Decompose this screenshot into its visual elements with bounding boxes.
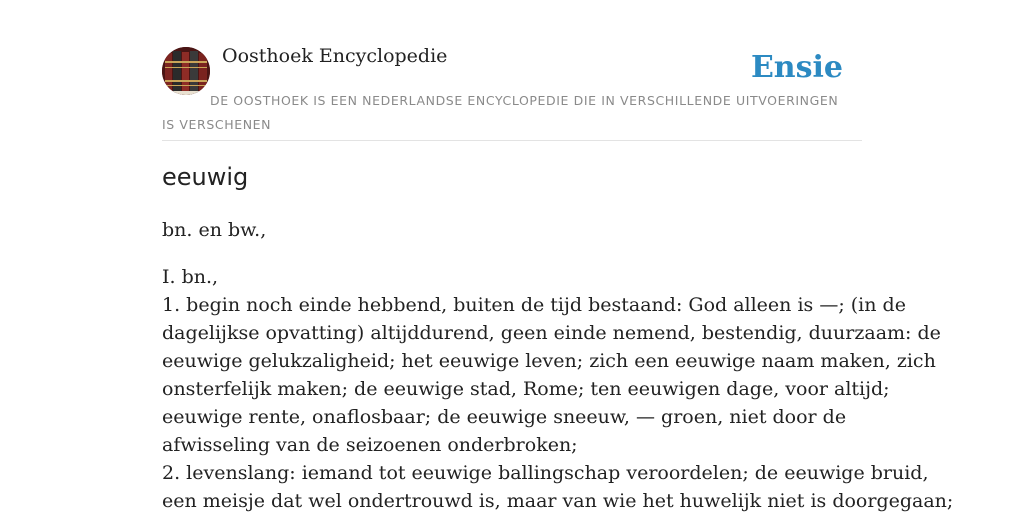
entry-title: eeuwig: [162, 163, 249, 191]
site-name[interactable]: Oosthoek Encyclopedie: [222, 45, 448, 67]
definition-line: 2. levenslang: iemand tot eeuwige ballingschap veroordelen; de eeuwige bruid,: [162, 462, 929, 484]
entry-definition: [162, 263, 954, 512]
definition-line: 1. begin noch einde hebbend, buiten de tijd bestaand: God alleen is —; (in de: [162, 294, 906, 316]
brand-logo[interactable]: Ensie: [750, 50, 843, 85]
definition-line: dagelijkse opvatting) altijddurend, geen einde nemend, bestendig, duurzaam: de: [162, 322, 941, 344]
definition-line: afwisseling van de seizoenen onderbroken;: [162, 434, 578, 456]
definition-line: eeuwige rente, onaflosbaar; de eeuwige sneeuw, — groen, niet door de: [162, 406, 847, 428]
definition-line: een meisje dat wel ondertrouwd is, maar van wie het huwelijk niet is doorgegaan;: [162, 490, 954, 512]
definition-line: onsterfelijk maken; de eeuwige stad, Rome; ten eeuwigen dage, voor altijd;: [162, 378, 890, 400]
page: [162, 0, 954, 512]
part-of-speech: bn. en bw.,: [162, 219, 267, 241]
site-tagline: DE OOSTHOEK IS EEN NEDERLANDSE ENCYCLOPEDIE DIE IN VERSCHILLENDE UITVOERINGEN IS VERSCHENEN: [162, 93, 839, 132]
definition-line: eeuwige gelukzaligheid; het eeuwige leven; zich een eeuwige naam maken, zich: [162, 350, 936, 372]
site-header: [162, 0, 862, 141]
book-spines-icon[interactable]: [162, 47, 210, 95]
definition-line: I. bn.,: [162, 266, 219, 288]
